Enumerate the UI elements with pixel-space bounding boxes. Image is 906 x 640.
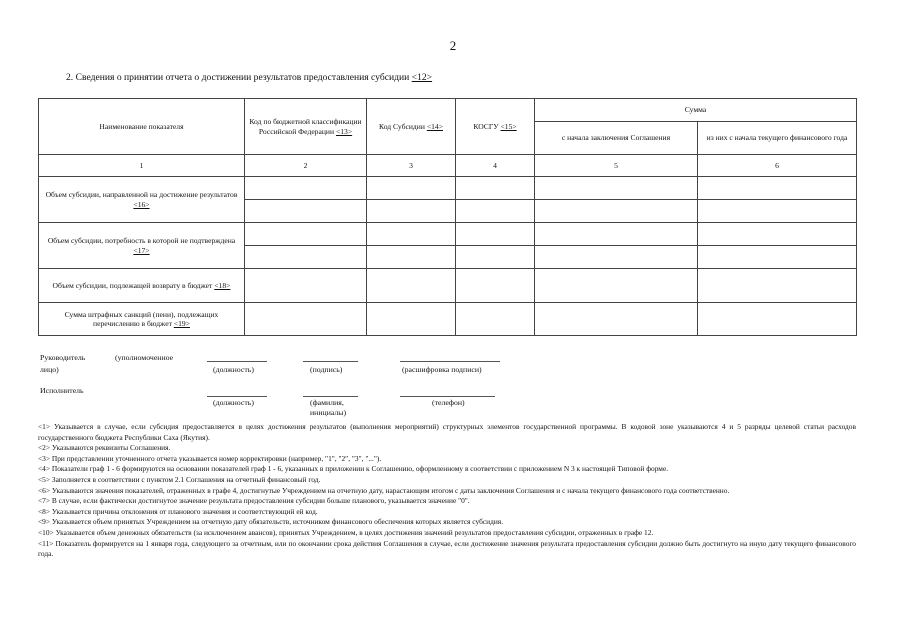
section-title-footnote-link[interactable]: <12> <box>411 72 433 83</box>
table-row <box>39 303 857 336</box>
table-cell <box>367 223 456 246</box>
table-cell <box>535 177 698 200</box>
row-label <box>39 177 245 223</box>
exec-phone-caption: (телефон) <box>432 398 465 407</box>
footnotes <box>38 422 856 560</box>
row-label <box>39 269 245 303</box>
table-cell <box>698 223 857 246</box>
header-kosgu-text: КОСГУ <box>473 121 499 131</box>
table-cell <box>698 177 857 200</box>
header-name: Наименование показателя <box>39 99 245 155</box>
header-bk-code <box>245 99 367 155</box>
header-subsidy-code-text: Код Субсидии <box>379 121 425 131</box>
row-label-ref[interactable]: <19> <box>173 319 190 328</box>
header-kosgu-ref[interactable]: <15> <box>500 121 517 131</box>
footnote: <1> Указывается в случае, если субсидия предоставляется в целях достижения результатов (выполнения мероприятий) структурных элементов государственной программы. В кодовой зоне указываются 4 и 5 разряды целевой статьи расходов государственного бюджета Республики Саха (Якутия). <box>38 422 856 442</box>
footnote: <11> Показатель формируется на 1 января года, следующего за отчетным, или по окончании срока действия Соглашения в случае, если достижение значения результата предоставления субсидии должно быть достигнуто на иную дату текущего финансового года. <box>38 538 856 559</box>
header-bk-code-text: Код по бюджетной классификации Российской Федерации <box>249 117 362 136</box>
head-sub-2: лицо) <box>40 365 59 374</box>
footnote: <8> Указывается причина отклонения от планового значения и соответствующий ей код. <box>38 506 318 516</box>
table-cell <box>456 223 535 246</box>
table-cell <box>367 303 456 336</box>
row-label-text: Объем субсидии, подлежащей возврату в бюджет <box>52 280 213 290</box>
row-label <box>39 223 245 269</box>
footnote: <6> Указываются значения показателей, отраженных в графе 4, достигнутые Учреждением на отчетную дату, нарастающим итогом с даты заключения Соглашения и с начала текущего финансового года соответственно. <box>38 485 730 495</box>
header-subsidy-code <box>367 99 456 155</box>
table-cell <box>456 177 535 200</box>
table-cell <box>245 269 367 303</box>
footnote: <5> Заполняется в соответствии с пунктом 2.1 Соглашения на отчетный финансовый год. <box>38 474 321 484</box>
table-row <box>39 223 857 246</box>
footnote: <9> Указывается объем принятых Учреждением на отчетную дату обязательств, источником финансового обеспечения которых является субсидия. <box>38 517 504 527</box>
table-row <box>39 269 857 303</box>
table-cell <box>367 177 456 200</box>
row-label-ref[interactable]: <18> <box>214 280 231 290</box>
head-signature-line <box>303 361 358 362</box>
header-subsidy-code-ref[interactable]: <14> <box>426 121 443 131</box>
table-cell <box>535 246 698 269</box>
section-title <box>66 72 432 83</box>
table-cell <box>456 303 535 336</box>
table-cell <box>245 200 367 223</box>
table-cell <box>245 177 367 200</box>
col-number: 4 <box>456 155 535 177</box>
header-kosgu <box>456 99 535 155</box>
table-cell <box>367 269 456 303</box>
table-row <box>39 177 857 200</box>
table-cell <box>535 269 698 303</box>
table-cell <box>245 223 367 246</box>
exec-name-line <box>303 396 358 397</box>
table-cell <box>535 200 698 223</box>
footnote: <7> В случае, если фактически достигнутое значение результата предоставления субсидии больше планового, указывается значение "0". <box>38 496 470 506</box>
exec-position-line <box>207 396 267 397</box>
footnote: <3> При представлении уточненного отчета указывается номер корректировки (например, "1", "2", "3", "..."). <box>38 453 382 463</box>
executor-label: Исполнитель <box>40 386 84 395</box>
table-cell <box>245 303 367 336</box>
row-label <box>39 303 245 336</box>
col-number: 1 <box>39 155 245 177</box>
table-cell <box>456 269 535 303</box>
row-label-text: Сумма штрафных санкций (пени), подлежащих перечислению в бюджет <box>64 309 219 328</box>
page-number: 2 <box>449 38 457 53</box>
subsidy-report-table <box>38 98 857 336</box>
footnote: <4> Показатели граф 1 - 6 формируются на основании показателей граф 1 - 6, указанных в приложении к Соглашению, оформленному в соответствии с приложением N 3 к настоящей Типовой форме. <box>38 464 669 474</box>
head-signature-caption: (подпись) <box>310 365 343 374</box>
table-cell <box>698 269 857 303</box>
table-cell <box>535 223 698 246</box>
head-sub: (уполномоченное <box>115 353 174 362</box>
section-title-text: 2. Сведения о принятии отчета о достижении результатов предоставления субсидии <box>66 72 410 83</box>
head-label: Руководитель <box>40 353 86 362</box>
head-decode-line <box>400 361 500 362</box>
footnote: <2> Указываются реквизиты Соглашения. <box>38 443 171 453</box>
header-sum-from-start: с начала заключения Соглашения <box>535 122 698 155</box>
table-cell <box>456 200 535 223</box>
row-label-text: Объем субсидии, потребность в которой не подтверждена <box>47 236 236 246</box>
row-label-ref[interactable]: <17> <box>133 245 150 255</box>
row-label-text: Объем субсидии, направленной на достижение результатов <box>45 190 238 200</box>
col-number: 2 <box>245 155 367 177</box>
col-number: 6 <box>698 155 857 177</box>
table-cell <box>367 200 456 223</box>
table-cell <box>245 246 367 269</box>
col-number: 3 <box>367 155 456 177</box>
table-cell <box>698 303 857 336</box>
header-bk-code-ref[interactable]: <13> <box>335 126 353 136</box>
exec-name-caption-2: инициалы) <box>310 408 347 417</box>
row-label-ref[interactable]: <16> <box>133 199 150 209</box>
exec-name-caption: (фамилия, <box>310 398 344 407</box>
footnote: <10> Указывается объем денежных обязательств (за исключением авансов), принятых Учреждением, в целях достижения значений результатов предоставления субсидии, отраженных в графе 12. <box>38 527 654 537</box>
exec-phone-line <box>400 396 495 397</box>
table-cell <box>456 246 535 269</box>
col-number: 5 <box>535 155 698 177</box>
head-position-line <box>207 361 267 362</box>
head-decode-caption: (расшифровка подписи) <box>402 365 482 374</box>
table-cell <box>698 200 857 223</box>
table-cell <box>698 246 857 269</box>
head-position-caption: (должность) <box>213 365 254 374</box>
table-cell <box>535 303 698 336</box>
table-cell <box>367 246 456 269</box>
header-sum-from-year: из них с начала текущего финансового года <box>698 122 857 155</box>
header-sum: Сумма <box>535 99 857 122</box>
exec-position-caption: (должность) <box>213 398 254 407</box>
